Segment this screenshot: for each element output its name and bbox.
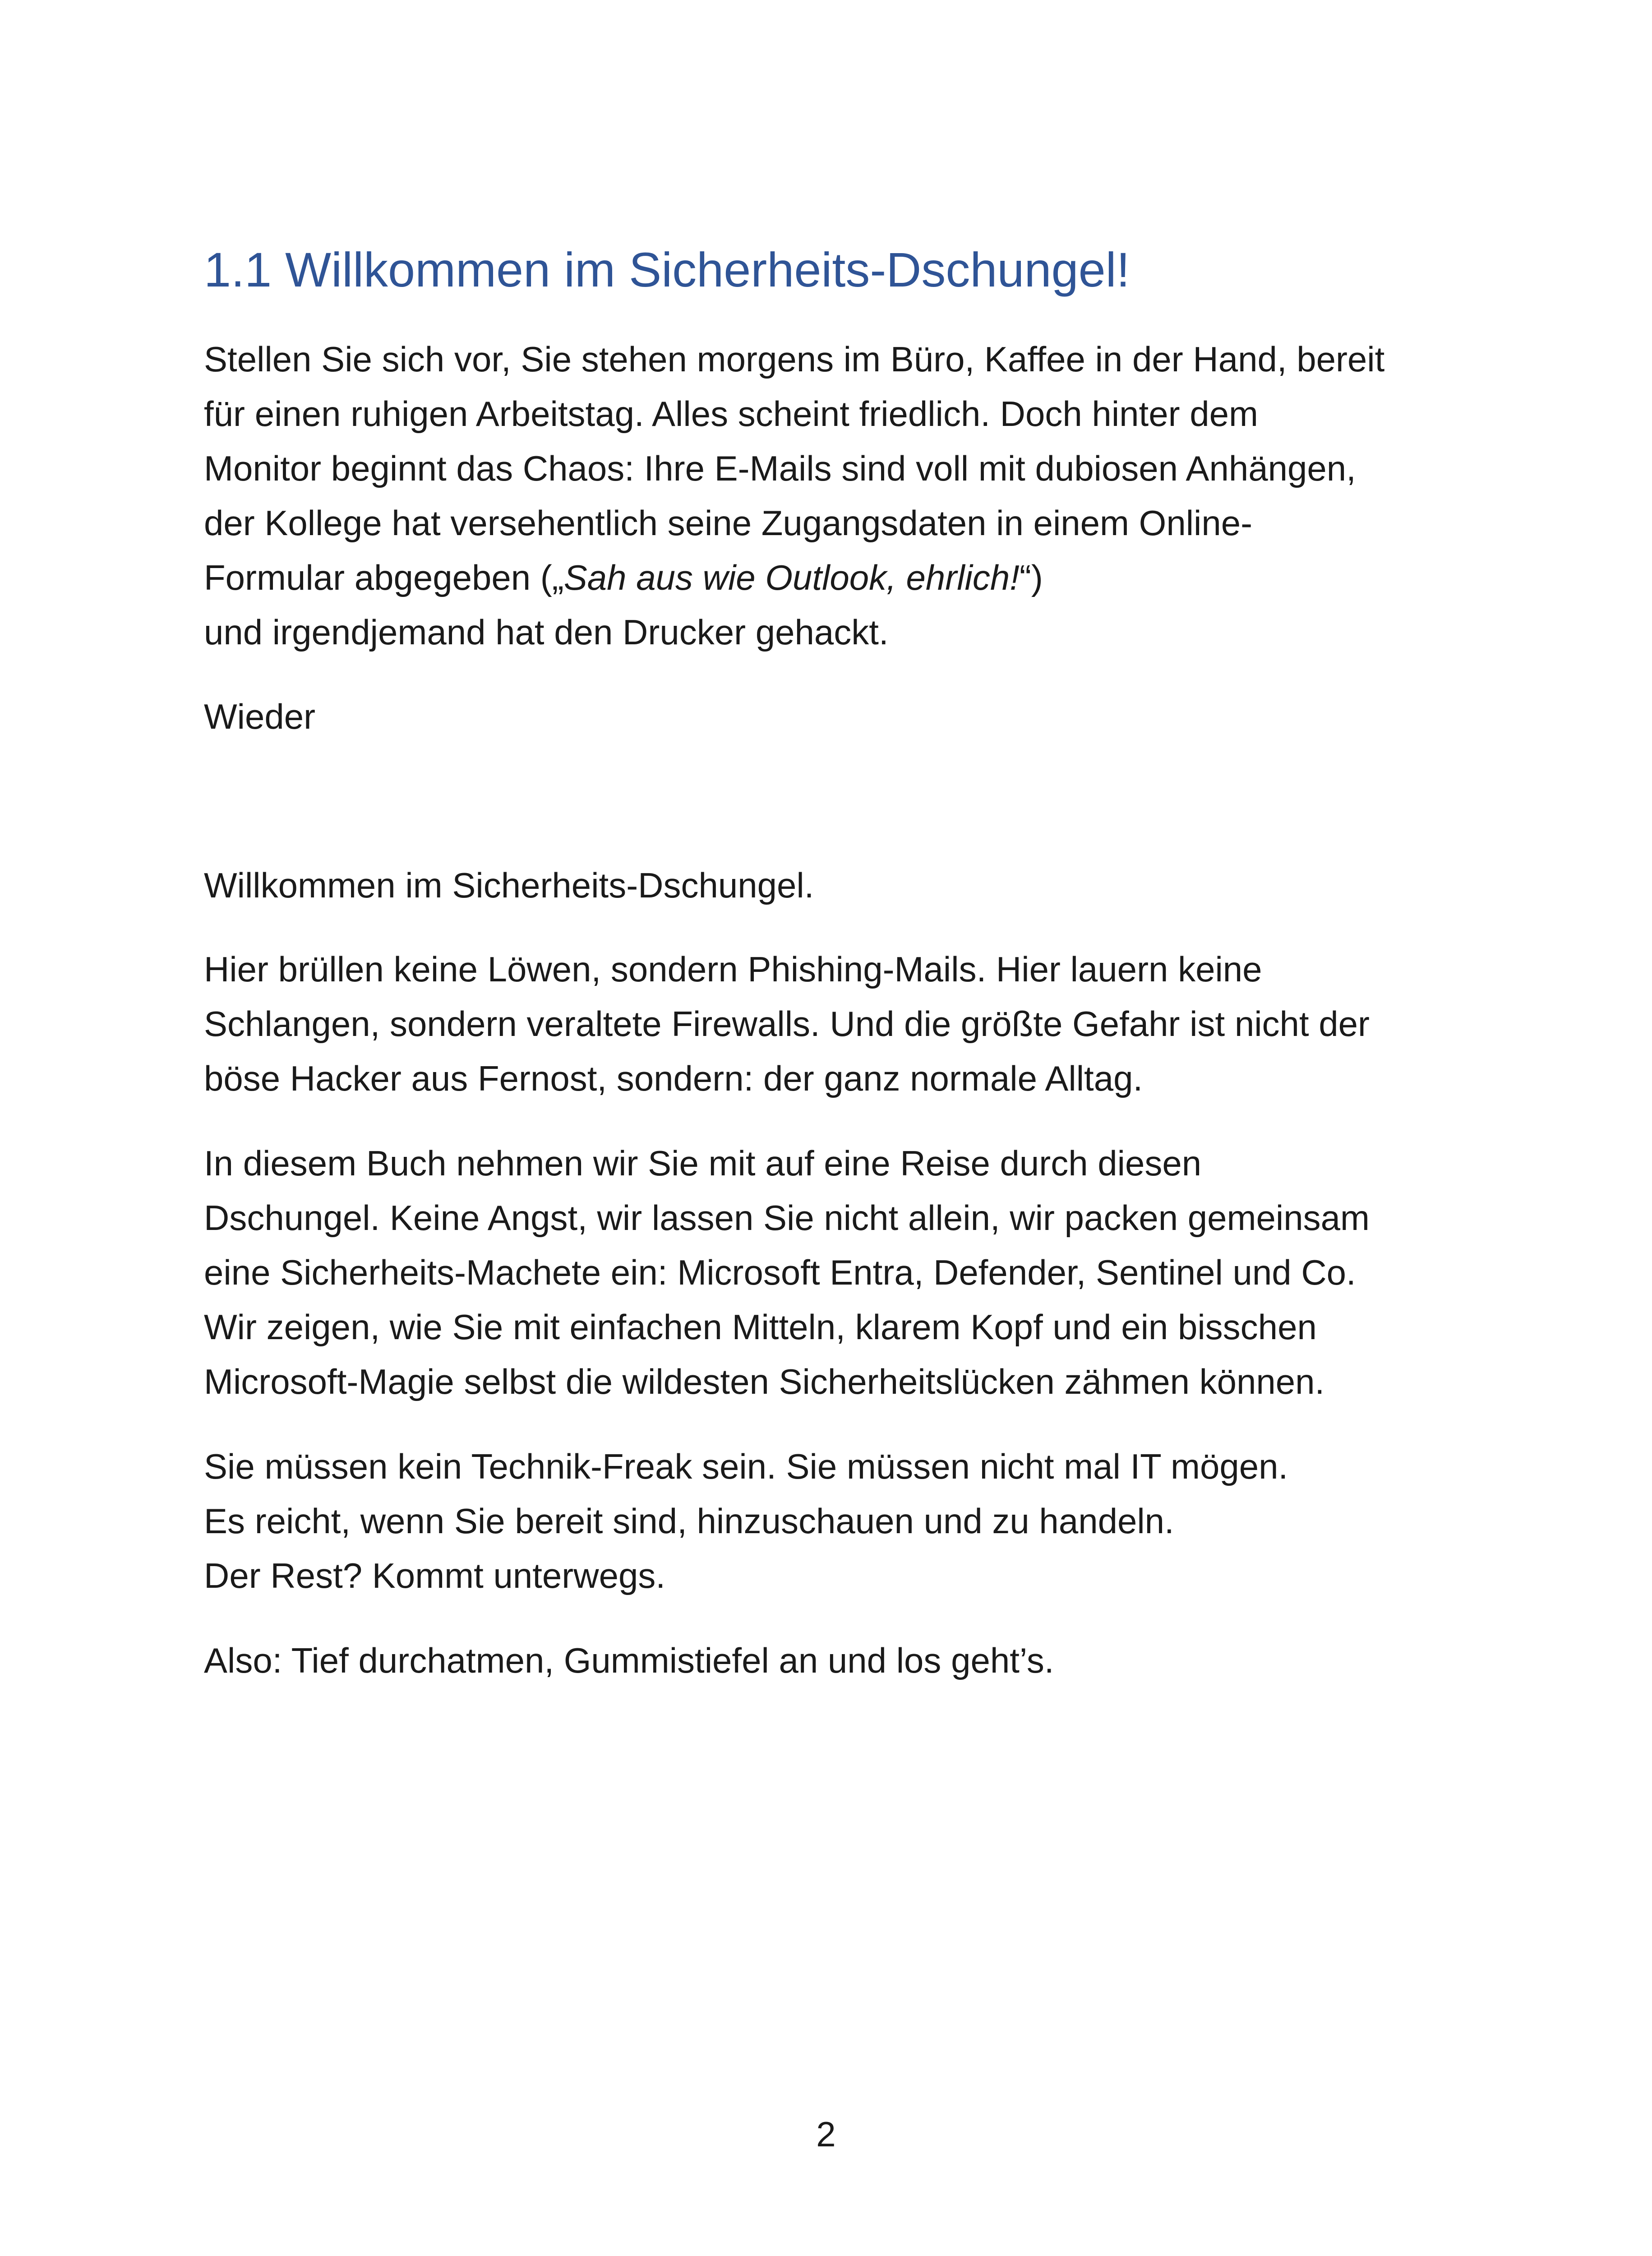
intro-paragraph — [204, 332, 1384, 660]
text-line: für einen ruhigen Arbeitstag. Alles scheint friedlich. Doch hinter dem — [204, 394, 1258, 434]
text-line: In diesem Buch nehmen wir Sie mit auf eine Reise durch diesen — [204, 1143, 1202, 1183]
jungle-paragraph — [204, 942, 1370, 1106]
text-segment: Formular abgegeben („ — [204, 558, 564, 597]
closing-paragraph — [204, 1633, 1054, 1688]
text-line: Wieder — [204, 697, 316, 736]
welcome-paragraph — [204, 858, 814, 913]
book-paragraph — [204, 1136, 1370, 1409]
text-line: Monitor beginnt das Chaos: Ihre E-Mails sind voll mit dubiosen Anhängen, — [204, 448, 1356, 488]
text-line: Also: Tief durchatmen, Gummistiefel an und los geht’s. — [204, 1641, 1054, 1680]
text-line: Es reicht, wenn Sie bereit sind, hinzuschauen und zu handeln. — [204, 1501, 1174, 1541]
text-line: Sie müssen kein Technik-Freak sein. Sie müssen nicht mal IT mögen. — [204, 1447, 1288, 1486]
text-line: Wir zeigen, wie Sie mit einfachen Mitteln, klarem Kopf und ein bisschen — [204, 1307, 1317, 1347]
section-heading: 1.1 Willkommen im Sicherheits-Dschungel! — [204, 242, 1130, 297]
text-line: eine Sicherheits-Machete ein: Microsoft Entra, Defender, Sentinel und Co. — [204, 1253, 1356, 1292]
page-number: 2 — [816, 2114, 836, 2154]
text-line — [204, 550, 1384, 605]
italic-quote: Sah aus wie Outlook, ehrlich! — [563, 558, 1020, 597]
text-line: Stellen Sie sich vor, Sie stehen morgens im Büro, Kaffee in der Hand, bereit — [204, 339, 1385, 379]
text-line: Schlangen, sondern veraltete Firewalls. Und die größte Gefahr ist nicht der — [204, 1004, 1370, 1044]
text-line: und irgendjemand hat den Drucker gehackt. — [204, 612, 889, 652]
text-line: Microsoft-Magie selbst die wildesten Sicherheitslücken zähmen können. — [204, 1362, 1325, 1401]
text-line: Willkommen im Sicherheits-Dschungel. — [204, 865, 814, 905]
text-segment: “) — [1019, 558, 1043, 597]
wieder-paragraph — [204, 689, 315, 744]
text-line: Der Rest? Kommt unterwegs. — [204, 1556, 666, 1595]
text-line: Dschungel. Keine Angst, wir lassen Sie nicht allein, wir packen gemeinsam — [204, 1198, 1370, 1238]
text-line: Hier brüllen keine Löwen, sondern Phishing-Mails. Hier lauern keine — [204, 949, 1262, 989]
text-line: böse Hacker aus Fernost, sondern: der ganz normale Alltag. — [204, 1059, 1143, 1098]
reader-paragraph — [204, 1439, 1288, 1603]
text-line: der Kollege hat versehentlich seine Zugangsdaten in einem Online- — [204, 503, 1253, 543]
